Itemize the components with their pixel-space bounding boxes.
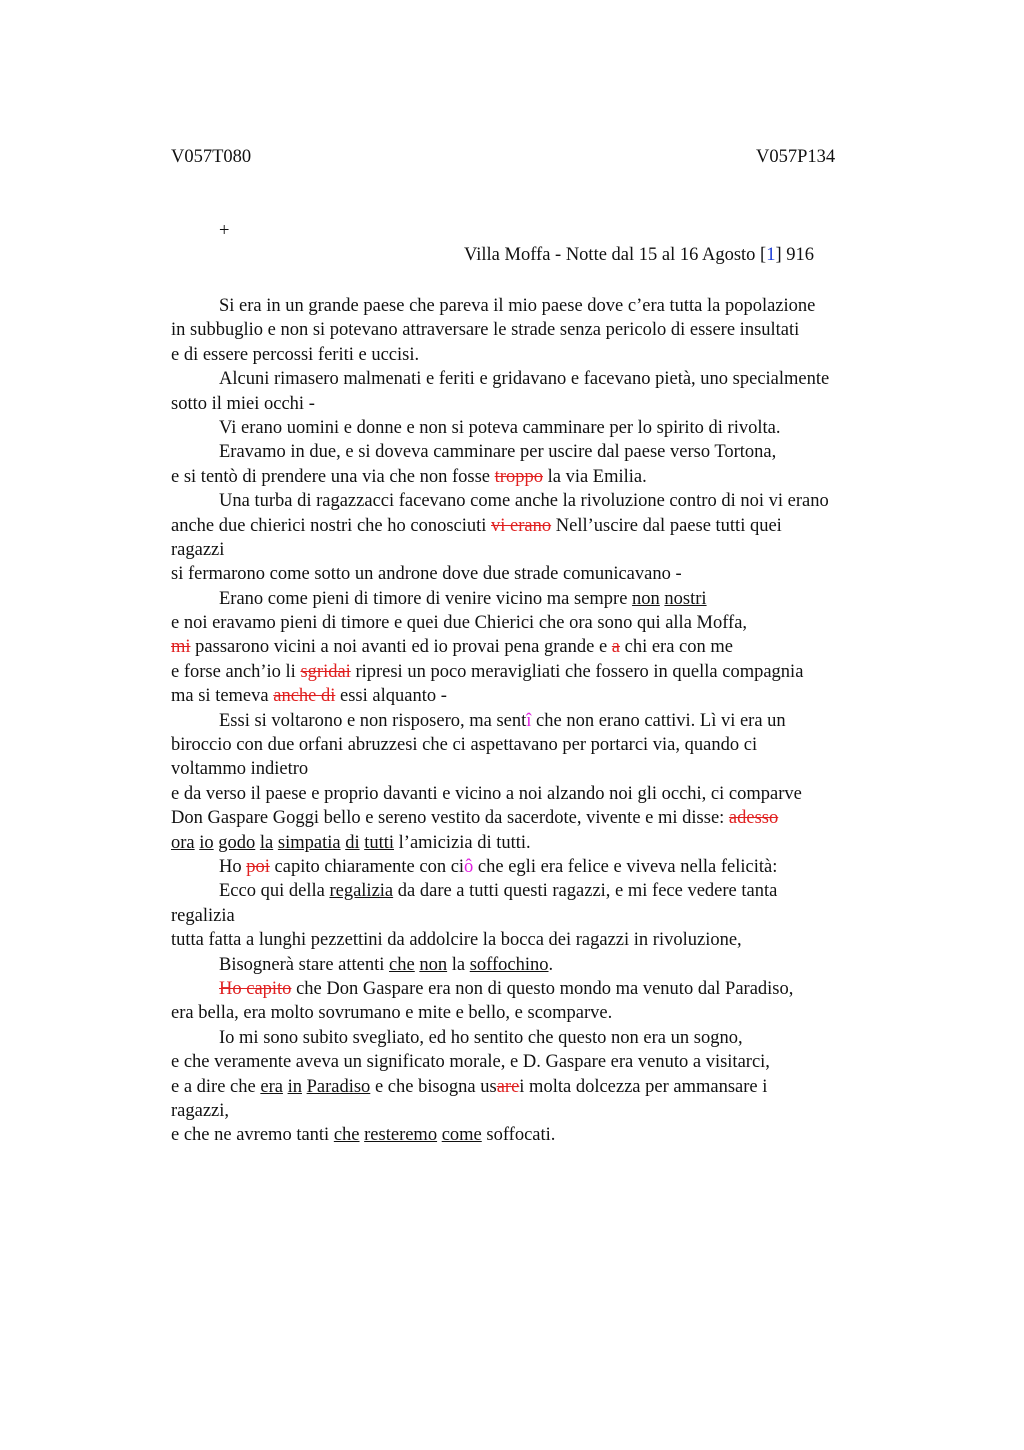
- text-segment: Erano come pieni di timore di venire vicino ma sempre: [219, 588, 633, 609]
- deleted-text: sgridai: [300, 661, 351, 682]
- text-line: [171, 1050, 911, 1074]
- dateline: [464, 245, 814, 266]
- text-segment: Alcuni rimasero malmenati e feriti e gridavano e facevano pietà, uno specialmente: [219, 369, 830, 390]
- underlined-text: che: [333, 1125, 360, 1146]
- page-code: V057P134: [756, 147, 836, 167]
- underlined-text: di: [345, 832, 360, 853]
- underlined-text: tutti: [364, 832, 395, 853]
- corrected-character: ô: [464, 856, 474, 877]
- text-segment: Bisognerà stare attenti: [219, 954, 390, 975]
- text-line: [171, 1026, 911, 1050]
- text-segment: sotto il miei occhi -: [171, 393, 315, 414]
- underlined-text: io: [199, 832, 214, 853]
- text-segment: voltammo indietro: [171, 759, 309, 780]
- text-segment: e che bisogna us: [370, 1076, 497, 1097]
- text-segment: Vi erano uomini e donne e non si poteva camminare per lo spirito di rivolta.: [219, 417, 781, 438]
- text-segment: si fermarono come sotto un androne dove due strade comunicavano -: [171, 564, 682, 585]
- text-segment: essi alquanto -: [335, 686, 447, 707]
- text-segment: i molta dolcezza per ammansare i: [519, 1076, 768, 1097]
- text-segment: Essi si voltarono e non risposero, ma sent: [219, 710, 527, 731]
- text-line: [171, 977, 911, 1001]
- text-line: [171, 318, 911, 342]
- document-body: [171, 294, 911, 1148]
- text-segment: anche due chierici nostri che ho conosciuti: [171, 515, 492, 536]
- text-segment: passarono vicini a noi avanti ed io provai pena grande e: [190, 637, 612, 658]
- text-line: [171, 465, 911, 489]
- text-segment: ma si temeva: [171, 686, 274, 707]
- text-line: [171, 392, 911, 416]
- text-line: [171, 928, 911, 952]
- text-line: [171, 953, 911, 977]
- text-line: [171, 1001, 911, 1025]
- underlined-text: regalizia: [329, 881, 394, 902]
- text-segment: e da verso il paese e proprio davanti e vicino a noi alzando noi gli occhi, ci comparve: [171, 783, 802, 804]
- text-segment: Don Gaspare Goggi bello e sereno vestito da sacerdote, vivente e mi disse:: [171, 808, 729, 829]
- corrected-character: î: [526, 710, 532, 731]
- text-segment: che non erano cattivi. Lì vi era un: [531, 710, 786, 731]
- text-segment: la: [447, 954, 470, 975]
- text-line: [171, 635, 911, 659]
- text-line: [171, 879, 911, 903]
- text-segment: e che veramente aveva un significato morale, e D. Gaspare era venuto a visitarci,: [171, 1052, 770, 1073]
- text-segment: e di essere percossi feriti e uccisi.: [171, 344, 420, 365]
- deleted-text: adesso: [728, 808, 779, 829]
- text-line: [171, 709, 911, 733]
- text-segment: da dare a tutti questi ragazzi, e mi fece vedere tanta: [393, 881, 778, 902]
- text-line: [171, 1099, 911, 1123]
- text-segment: ragazzi,: [171, 1100, 230, 1121]
- text-segment: e noi eravamo pieni di timore e quei due Chierici che ora sono qui alla Moffa,: [171, 613, 748, 634]
- underlined-text: che: [389, 954, 415, 975]
- text-line: [171, 782, 911, 806]
- text-segment: Si era in un grande paese che pareva il mio paese dove c’era tutta la popolazione: [219, 296, 816, 316]
- deleted-text: Ho capito: [219, 978, 292, 999]
- underlined-text: nostri: [664, 588, 707, 609]
- text-segment: soffocati.: [481, 1125, 556, 1146]
- text-line: [171, 904, 911, 928]
- deleted-text: mi: [171, 637, 191, 658]
- underlined-text: simpatia: [277, 832, 341, 853]
- underlined-text: Paradiso: [306, 1076, 371, 1097]
- text-segment: la via Emilia.: [542, 466, 647, 487]
- deleted-text: anche di: [273, 686, 336, 707]
- text-segment: e a dire che: [171, 1076, 261, 1097]
- text-line: [171, 562, 911, 586]
- deleted-text: a: [611, 637, 620, 658]
- text-segment: .: [548, 954, 554, 975]
- underlined-text: in: [287, 1076, 302, 1097]
- text-line: [171, 538, 911, 562]
- footnote-ref[interactable]: 1: [766, 245, 776, 265]
- text-segment: e che ne avremo tanti: [171, 1125, 334, 1146]
- text-segment: che Don Gaspare era non di questo mondo ma venuto dal Paradiso,: [291, 978, 794, 999]
- text-line: [171, 1075, 911, 1099]
- underlined-text: resteremo: [364, 1125, 438, 1146]
- document-code: V057T080: [171, 147, 252, 167]
- text-segment: chi era con me: [620, 637, 733, 658]
- underlined-text: come: [441, 1125, 482, 1146]
- dateline-year: ] 916: [775, 245, 815, 265]
- text-line: [171, 611, 911, 635]
- text-segment: che egli era felice e viveva nella felicità:: [473, 856, 778, 877]
- text-segment: ripresi un poco meravigliati che fossero in quella compagnia: [350, 661, 804, 682]
- text-line: [171, 1123, 911, 1147]
- deleted-text: vi erano: [491, 515, 552, 536]
- deleted-text: are: [496, 1076, 520, 1097]
- text-line: [171, 587, 911, 611]
- text-segment: era bella, era molto sovrumano e mite e bello, e scomparve.: [171, 1003, 613, 1024]
- deleted-text: poi: [246, 856, 270, 877]
- dateline-place-date: Villa Moffa - Notte dal 15 al 16 Agosto [: [464, 245, 767, 265]
- underlined-text: la: [259, 832, 274, 853]
- text-segment: Nell’uscire dal paese tutti quei: [551, 515, 782, 536]
- text-line: [171, 660, 911, 684]
- text-segment: e forse anch’io li: [171, 661, 301, 682]
- text-segment: regalizia: [171, 905, 235, 926]
- text-segment: l’amicizia di tutti.: [394, 832, 531, 853]
- underlined-text: non: [419, 954, 448, 975]
- text-line: [171, 294, 911, 318]
- text-segment: in subbuglio e non si potevano attraversare le strade senza pericolo di essere insultati: [171, 320, 800, 341]
- text-line: [171, 440, 911, 464]
- text-line: [171, 733, 911, 757]
- text-line: [171, 514, 911, 538]
- cross-mark: +: [219, 221, 230, 241]
- text-segment: Ho: [219, 856, 247, 877]
- text-segment: ragazzi: [171, 539, 225, 560]
- text-line: [171, 831, 911, 855]
- underlined-text: godo: [218, 832, 256, 853]
- text-segment: Ecco qui della: [219, 881, 330, 902]
- text-line: [171, 757, 911, 781]
- text-segment: Eravamo in due, e si doveva camminare per uscire dal paese verso Tortona,: [219, 442, 777, 463]
- text-line: [171, 684, 911, 708]
- underlined-text: soffochino: [469, 954, 549, 975]
- text-line: [171, 855, 911, 879]
- text-line: [171, 489, 911, 513]
- text-line: [171, 343, 911, 367]
- text-segment: Una turba di ragazzacci facevano come anche la rivoluzione contro di noi vi erano: [219, 491, 829, 512]
- deleted-text: troppo: [494, 466, 543, 487]
- underlined-text: era: [260, 1076, 283, 1097]
- underlined-text: non: [632, 588, 660, 609]
- text-segment: tutta fatta a lunghi pezzettini da addolcire la bocca dei ragazzi in rivoluzione,: [171, 930, 742, 951]
- text-line: [171, 416, 911, 440]
- text-segment: Io mi sono subito svegliato, ed ho sentito che questo non era un sogno,: [219, 1027, 743, 1048]
- underlined-text: ora: [171, 832, 195, 853]
- text-segment: biroccio con due orfani abruzzesi che ci aspettavano per portarci via, quando ci: [171, 735, 758, 756]
- text-line: [171, 367, 911, 391]
- text-segment: capito chiaramente con ci: [269, 856, 465, 877]
- text-line: [171, 806, 911, 830]
- text-segment: e si tentò di prendere una via che non fosse: [171, 466, 495, 487]
